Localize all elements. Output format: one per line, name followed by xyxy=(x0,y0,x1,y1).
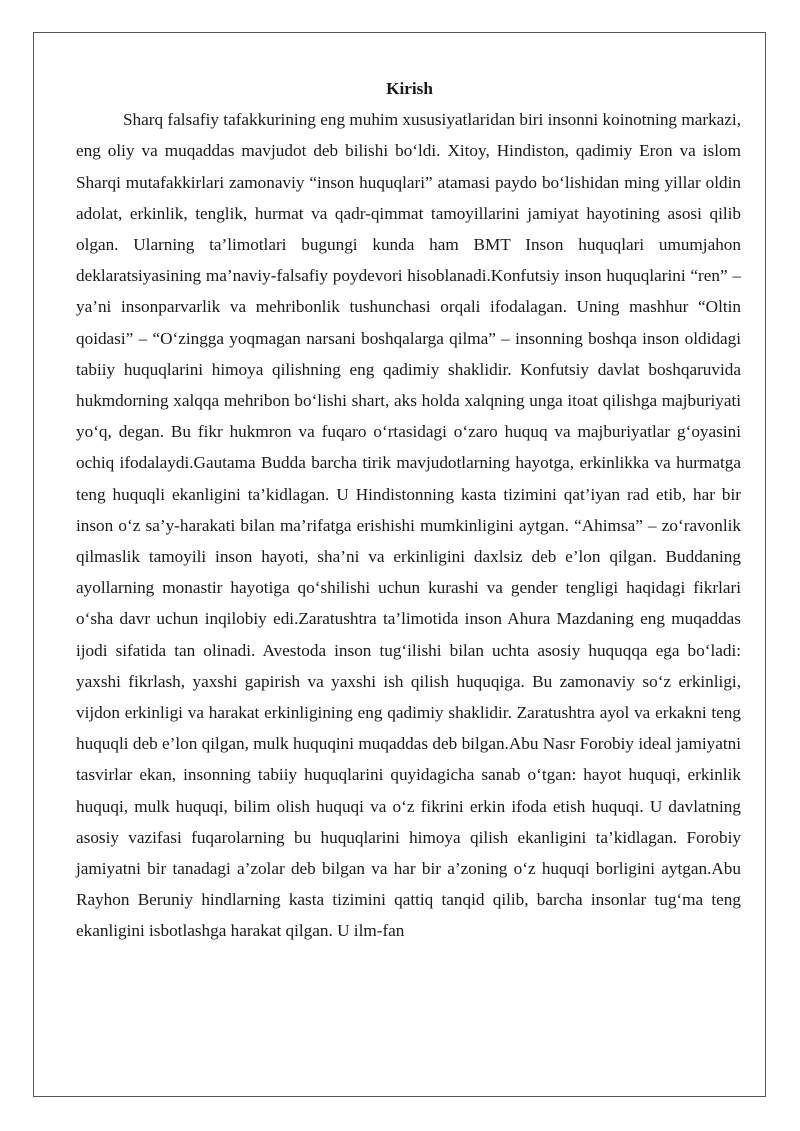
document-body xyxy=(76,73,741,947)
body-paragraph: Sharq falsafiy tafakkurining eng muhim xususiyatlaridan biri insonni koinotning markazi, eng oliy va muqaddas mavjudot deb bilishi bo‘ldi. Xitoy, Hindiston, qadimiy Eron va islom Sharqi mutafakkirlari zamonaviy “inson huquqlari” atamasi paydo bo‘lishidan ming yillar oldin adolat, erkinlik, tenglik, hurmat va qadr-qimmat tamoyillarini jamiyat hayotining asosi qilib olgan. Ularning ta’limotlari bugungi kunda ham BMT Inson huquqlari umumjahon deklaratsiyasining ma’naviy-falsafiy poydevori hisoblanadi.Konfutsiy inson huquqlarini “ren” – ya’ni insonparvarlik va mehribonlik tushunchasi orqali ifodalagan. Uning mashhur “Oltin qoidasi” – “O‘zingga yoqmagan narsani boshqalarga qilma” – insonning boshqa inson oldidagi tabiiy huquqlarini himoya qilishning eng qadimiy shaklidir. Konfutsiy davlat boshqaruvida hukmdorning xalqqa mehribon bo‘lishi shart, aks holda xalqning unga itoat qilishga majburiyati yo‘q, degan. Bu fikr hukmron va fuqaro o‘rtasidagi o‘zaro huquq va majburiyatlar g‘oyasini ochiq ifodalaydi.Gautama Budda barcha tirik mavjudotlarning hayotga, erkinlikka va hurmatga teng huquqli ekanligini ta’kidlagan. U Hindistonning kasta tizimini qat’iyan rad etib, har bir inson o‘z sa’y-harakati bilan ma’rifatga erishishi mumkinligini aytgan. “Ahimsa” – zo‘ravonlik qilmaslik tamoyili inson hayoti, sha’ni va erkinligini daxlsiz deb e’lon qilgan. Buddaning ayollarning monastir hayotiga qo‘shilishi uchun kurashi va gender tengligi haqidagi fikrlari o‘sha davr uchun inqilobiy edi.Zaratushtra ta’limotida inson Ahura Mazdaning eng muqaddas ijodi sifatida tan olinadi. Avestoda inson tug‘ilishi bilan uchta asosiy huquqqa ega bo‘ladi: yaxshi fikrlash, yaxshi gapirish va yaxshi ish qilish huquqiga. Bu zamonaviy so‘z erkinligi, vijdon erkinligi va harakat erkinligining eng qadimiy shaklidir. Zaratushtra ayol va erkakni teng huquqli deb e’lon qilgan, mulk huquqini muqaddas deb bilgan.Abu Nasr Forobiy ideal jamiyatni tasvirlar ekan, insonning tabiiy huquqlarini quyidagicha sanab o‘tgan: hayot huquqi, erkinlik huquqi, mulk huquqi, bilim olish huquqi va o‘z fikrini erkin ifoda etish huquqi. U davlatning asosiy vazifasi fuqarolarning bu huquqlarini himoya qilish ekanligini ta’kidlagan. Forobiy jamiyatni bir tanadagi a’zolar deb bilgan va har bir a’zoning o‘z huquqi borligini aytgan.Abu Rayhon Beruniy hindlarning kasta tizimini qattiq tanqid qilib, barcha insonlar tug‘ma teng ekanligini isbotlashga harakat qilgan. U ilm-fan xyxy=(76,110,741,941)
document-title: Kirish xyxy=(386,79,433,98)
